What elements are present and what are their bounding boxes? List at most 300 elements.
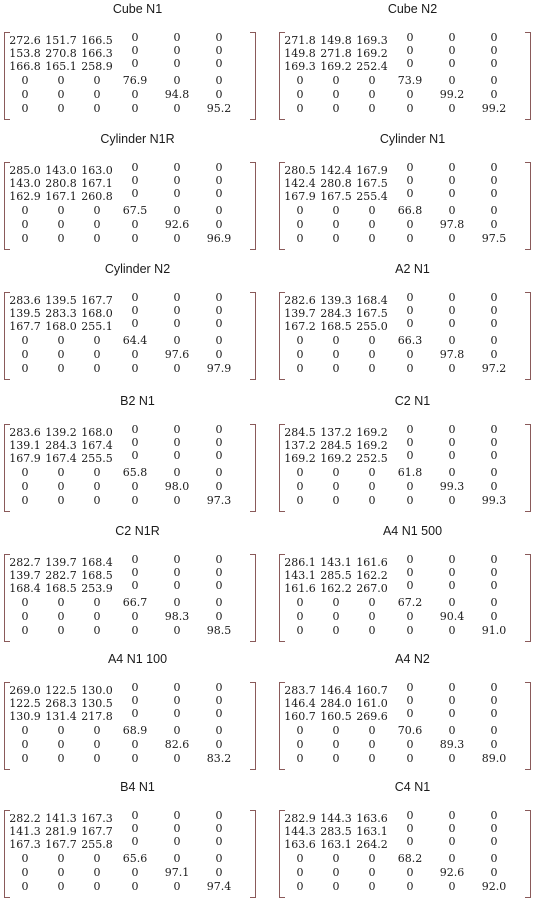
matrix-cell: 130.9 bbox=[9, 710, 41, 723]
matrix-cell: 0 bbox=[57, 218, 65, 231]
matrix-cell: 283.5 bbox=[320, 825, 352, 838]
matrix-cell: 0 bbox=[448, 880, 456, 893]
matrix-cell: 0 bbox=[173, 423, 181, 436]
matrix-cell: 163.6 bbox=[356, 812, 388, 825]
right-bracket bbox=[250, 292, 256, 380]
right-bracket bbox=[525, 162, 531, 250]
matrix-cell: 168.0 bbox=[81, 307, 113, 320]
matrix-cell: 0 bbox=[173, 724, 181, 737]
matrix-cell: 122.5 bbox=[9, 697, 41, 710]
matrix-cell: 0 bbox=[368, 596, 376, 609]
matrix-cell: 0 bbox=[448, 436, 456, 449]
matrix-cell: 0 bbox=[332, 880, 340, 893]
matrix-cell: 0 bbox=[57, 74, 65, 87]
matrix-cell: 0 bbox=[57, 480, 65, 493]
matrix-cell: 0 bbox=[57, 752, 65, 765]
matrix-cell: 0 bbox=[448, 423, 456, 436]
matrix-cell: 0 bbox=[332, 88, 340, 101]
matrix-cell: 283.7 bbox=[284, 684, 316, 697]
matrix-title: B4 N1 bbox=[120, 780, 155, 794]
matrix-cell: 0 bbox=[173, 596, 181, 609]
matrix-cell: 281.9 bbox=[45, 825, 77, 838]
matrix-cell: 162.2 bbox=[356, 569, 388, 582]
matrix-cell: 83.2 bbox=[206, 752, 232, 765]
matrix-cell: 0 bbox=[173, 579, 181, 592]
matrix-cell: 167.4 bbox=[81, 439, 113, 452]
matrix-cell: 0 bbox=[57, 88, 65, 101]
matrix-panel bbox=[0, 0, 275, 130]
matrix-cell: 0 bbox=[296, 232, 304, 245]
matrix-cell: 0 bbox=[215, 218, 223, 231]
matrix-cell: 0 bbox=[57, 738, 65, 751]
matrix-cell: 282.2 bbox=[9, 812, 41, 825]
matrix-cell: 0 bbox=[215, 866, 223, 879]
matrix-cell: 0 bbox=[173, 449, 181, 462]
matrix-cell: 169.2 bbox=[320, 60, 352, 73]
matrix-cell: 0 bbox=[131, 161, 139, 174]
matrix-cell: 97.2 bbox=[481, 362, 507, 375]
matrix-cell: 0 bbox=[406, 866, 414, 879]
matrix-panel bbox=[275, 260, 550, 390]
matrix-cell: 0 bbox=[131, 187, 139, 200]
matrix-cell: 0 bbox=[490, 835, 498, 848]
matrix-cell: 0 bbox=[21, 348, 29, 361]
matrix-cell: 0 bbox=[490, 88, 498, 101]
matrix-cell: 0 bbox=[131, 232, 139, 245]
matrix-cell: 0 bbox=[406, 610, 414, 623]
matrix-cell: 89.3 bbox=[439, 738, 465, 751]
matrix-cell: 168.5 bbox=[320, 320, 352, 333]
matrix-cell: 0 bbox=[406, 835, 414, 848]
matrix-cell: 0 bbox=[368, 218, 376, 231]
matrix-cell: 271.8 bbox=[284, 34, 316, 47]
matrix-cell: 0 bbox=[131, 57, 139, 70]
matrix-cell: 0 bbox=[368, 866, 376, 879]
matrix-cell: 252.5 bbox=[356, 452, 388, 465]
matrix-cell: 70.6 bbox=[397, 724, 423, 737]
matrix-cell: 167.7 bbox=[9, 320, 41, 333]
matrix-cell: 0 bbox=[296, 334, 304, 347]
matrix-cell: 0 bbox=[296, 852, 304, 865]
matrix-cell: 167.2 bbox=[284, 320, 316, 333]
matrix-cell: 167.1 bbox=[81, 177, 113, 190]
matrix-cell: 167.5 bbox=[356, 307, 388, 320]
matrix-cell: 0 bbox=[173, 232, 181, 245]
matrix-panel bbox=[0, 778, 275, 908]
matrix-cell: 91.0 bbox=[481, 624, 507, 637]
matrix-cell: 0 bbox=[448, 809, 456, 822]
matrix-cell: 0 bbox=[173, 566, 181, 579]
matrix-cell: 0 bbox=[406, 624, 414, 637]
matrix-cell: 0 bbox=[332, 738, 340, 751]
matrix-cell: 0 bbox=[21, 866, 29, 879]
matrix-cell: 153.8 bbox=[9, 47, 41, 60]
matrix-cell: 0 bbox=[93, 348, 101, 361]
matrix-cell: 0 bbox=[215, 553, 223, 566]
matrix-cell: 0 bbox=[296, 74, 304, 87]
matrix-cell: 0 bbox=[93, 738, 101, 751]
matrix-cell: 0 bbox=[21, 204, 29, 217]
matrix-cell: 0 bbox=[57, 232, 65, 245]
matrix-cell: 0 bbox=[448, 304, 456, 317]
matrix-cell: 141.3 bbox=[9, 825, 41, 838]
matrix-cell: 284.5 bbox=[284, 426, 316, 439]
matrix-cell: 169.3 bbox=[284, 60, 316, 73]
matrix-cell: 0 bbox=[215, 449, 223, 462]
matrix-cell: 162.9 bbox=[9, 190, 41, 203]
matrix-cell: 0 bbox=[490, 738, 498, 751]
matrix-cell: 0 bbox=[173, 835, 181, 848]
matrix-title: Cube N2 bbox=[387, 2, 438, 16]
matrix-cell: 0 bbox=[448, 317, 456, 330]
matrix-cell: 283.6 bbox=[9, 294, 41, 307]
matrix-cell: 0 bbox=[406, 681, 414, 694]
matrix-cell: 167.5 bbox=[320, 190, 352, 203]
matrix-cell: 98.5 bbox=[206, 624, 232, 637]
matrix-cell: 0 bbox=[215, 436, 223, 449]
matrix-title: Cube N1 bbox=[112, 2, 163, 16]
matrix-cell: 0 bbox=[490, 610, 498, 623]
matrix-cell: 0 bbox=[131, 218, 139, 231]
matrix-cell: 0 bbox=[57, 624, 65, 637]
matrix-cell: 0 bbox=[490, 852, 498, 865]
matrix-cell: 270.8 bbox=[45, 47, 77, 60]
matrix-cell: 0 bbox=[57, 852, 65, 865]
matrix-cell: 168.0 bbox=[45, 320, 77, 333]
matrix-cell: 0 bbox=[406, 694, 414, 707]
matrix-cell: 0 bbox=[215, 317, 223, 330]
matrix-cell: 73.9 bbox=[397, 74, 423, 87]
matrix-cell: 168.5 bbox=[45, 582, 77, 595]
matrix-cell: 0 bbox=[21, 232, 29, 245]
matrix-cell: 0 bbox=[131, 291, 139, 304]
matrix-cell: 0 bbox=[215, 44, 223, 57]
matrix-cell: 0 bbox=[490, 822, 498, 835]
matrix-cell: 0 bbox=[215, 610, 223, 623]
matrix-cell: 0 bbox=[448, 44, 456, 57]
matrix-cell: 0 bbox=[490, 596, 498, 609]
matrix-cell: 0 bbox=[215, 596, 223, 609]
matrix-cell: 282.6 bbox=[284, 294, 316, 307]
matrix-cell: 0 bbox=[173, 852, 181, 865]
matrix-cell: 0 bbox=[21, 74, 29, 87]
matrix-cell: 0 bbox=[173, 681, 181, 694]
matrix-cell: 162.2 bbox=[320, 582, 352, 595]
matrix-cell: 0 bbox=[173, 880, 181, 893]
matrix-cell: 0 bbox=[173, 707, 181, 720]
matrix-cell: 0 bbox=[332, 610, 340, 623]
matrix-cell: 0 bbox=[131, 681, 139, 694]
matrix-cell: 284.3 bbox=[320, 307, 352, 320]
matrix-cell: 0 bbox=[448, 362, 456, 375]
matrix-cell: 0 bbox=[406, 304, 414, 317]
matrix-cell: 0 bbox=[173, 752, 181, 765]
matrix-cell: 0 bbox=[21, 752, 29, 765]
matrix-cell: 0 bbox=[448, 204, 456, 217]
matrix-cell: 139.3 bbox=[320, 294, 352, 307]
matrix-cell: 0 bbox=[131, 694, 139, 707]
matrix-cell: 98.3 bbox=[164, 610, 190, 623]
matrix-cell: 0 bbox=[21, 362, 29, 375]
matrix-cell: 0 bbox=[368, 852, 376, 865]
matrix-cell: 97.1 bbox=[164, 866, 190, 879]
matrix-cell: 0 bbox=[131, 362, 139, 375]
matrix-cell: 66.3 bbox=[397, 334, 423, 347]
matrix-cell: 143.0 bbox=[45, 164, 77, 177]
matrix-cell: 0 bbox=[131, 304, 139, 317]
matrix-cell: 0 bbox=[406, 436, 414, 449]
matrix-cell: 0 bbox=[93, 102, 101, 115]
matrix-cell: 92.0 bbox=[481, 880, 507, 893]
matrix-cell: 144.3 bbox=[284, 825, 316, 838]
matrix-cell: 0 bbox=[406, 187, 414, 200]
matrix-cell: 92.6 bbox=[439, 866, 465, 879]
matrix-cell: 0 bbox=[21, 724, 29, 737]
matrix-cell: 0 bbox=[332, 480, 340, 493]
matrix-cell: 0 bbox=[332, 724, 340, 737]
matrix-cell: 267.0 bbox=[356, 582, 388, 595]
matrix-cell: 97.4 bbox=[206, 880, 232, 893]
matrix-cell: 0 bbox=[448, 596, 456, 609]
matrix-cell: 0 bbox=[332, 232, 340, 245]
matrix-cell: 0 bbox=[131, 44, 139, 57]
matrix-cell: 0 bbox=[57, 102, 65, 115]
matrix-cell: 139.7 bbox=[284, 307, 316, 320]
matrix-cell: 0 bbox=[406, 566, 414, 579]
matrix-cell: 167.1 bbox=[45, 190, 77, 203]
matrix-cell: 0 bbox=[490, 436, 498, 449]
matrix-cell: 0 bbox=[215, 88, 223, 101]
matrix-cell: 65.6 bbox=[122, 852, 148, 865]
matrix-panel bbox=[0, 392, 275, 522]
matrix-cell: 68.2 bbox=[397, 852, 423, 865]
matrix-cell: 0 bbox=[448, 835, 456, 848]
matrix-cell: 0 bbox=[93, 596, 101, 609]
matrix-cell: 144.3 bbox=[320, 812, 352, 825]
matrix-cell: 284.3 bbox=[45, 439, 77, 452]
matrix-cell: 0 bbox=[406, 174, 414, 187]
matrix-cell: 169.2 bbox=[284, 452, 316, 465]
matrix-cell: 66.7 bbox=[122, 596, 148, 609]
matrix-cell: 0 bbox=[368, 480, 376, 493]
right-bracket bbox=[250, 810, 256, 898]
matrix-cell: 280.8 bbox=[45, 177, 77, 190]
matrix-cell: 0 bbox=[332, 218, 340, 231]
matrix-cell: 0 bbox=[173, 31, 181, 44]
matrix-title: C2 N1 bbox=[394, 394, 431, 408]
matrix-cell: 130.5 bbox=[81, 697, 113, 710]
matrix-cell: 0 bbox=[448, 566, 456, 579]
matrix-panel bbox=[0, 522, 275, 652]
matrix-cell: 0 bbox=[173, 317, 181, 330]
matrix-cell: 0 bbox=[173, 694, 181, 707]
matrix-cell: 0 bbox=[406, 480, 414, 493]
matrix-cell: 0 bbox=[368, 724, 376, 737]
matrix-cell: 0 bbox=[215, 579, 223, 592]
matrix-cell: 0 bbox=[296, 752, 304, 765]
matrix-cell: 269.0 bbox=[9, 684, 41, 697]
matrix-cell: 131.4 bbox=[45, 710, 77, 723]
matrix-cell: 65.8 bbox=[122, 466, 148, 479]
matrix-cell: 0 bbox=[406, 88, 414, 101]
matrix-title: C4 N1 bbox=[394, 780, 431, 794]
matrix-cell: 161.6 bbox=[356, 556, 388, 569]
matrix-cell: 0 bbox=[448, 57, 456, 70]
matrix-cell: 67.5 bbox=[122, 204, 148, 217]
matrix-cell: 0 bbox=[448, 334, 456, 347]
matrix-cell: 94.8 bbox=[164, 88, 190, 101]
matrix-cell: 0 bbox=[173, 334, 181, 347]
matrix-panel bbox=[0, 130, 275, 260]
matrix-cell: 168.5 bbox=[81, 569, 113, 582]
matrix-cell: 0 bbox=[215, 304, 223, 317]
matrix-cell: 139.5 bbox=[9, 307, 41, 320]
matrix-cell: 169.2 bbox=[356, 439, 388, 452]
matrix-title: A4 N1 500 bbox=[382, 524, 443, 538]
matrix-cell: 90.4 bbox=[439, 610, 465, 623]
matrix-cell: 0 bbox=[215, 466, 223, 479]
matrix-cell: 163.1 bbox=[356, 825, 388, 838]
matrix-cell: 99.2 bbox=[481, 102, 507, 115]
matrix-cell: 0 bbox=[448, 852, 456, 865]
matrix-cell: 0 bbox=[131, 579, 139, 592]
matrix-cell: 0 bbox=[131, 822, 139, 835]
matrix-cell: 0 bbox=[332, 102, 340, 115]
matrix-cell: 95.2 bbox=[206, 102, 232, 115]
matrix-cell: 99.3 bbox=[439, 480, 465, 493]
matrix-cell: 130.0 bbox=[81, 684, 113, 697]
matrix-cell: 167.3 bbox=[9, 838, 41, 851]
matrix-cell: 0 bbox=[57, 880, 65, 893]
matrix-cell: 0 bbox=[131, 449, 139, 462]
matrix-cell: 160.7 bbox=[356, 684, 388, 697]
matrix-cell: 0 bbox=[215, 348, 223, 361]
matrix-cell: 0 bbox=[173, 57, 181, 70]
matrix-cell: 0 bbox=[296, 494, 304, 507]
matrix-cell: 0 bbox=[296, 218, 304, 231]
matrix-cell: 99.3 bbox=[481, 494, 507, 507]
matrix-cell: 0 bbox=[490, 681, 498, 694]
matrix-cell: 0 bbox=[215, 681, 223, 694]
matrix-cell: 96.9 bbox=[206, 232, 232, 245]
matrix-cell: 0 bbox=[57, 204, 65, 217]
matrix-cell: 0 bbox=[173, 102, 181, 115]
matrix-cell: 67.2 bbox=[397, 596, 423, 609]
matrix-cell: 255.0 bbox=[356, 320, 388, 333]
matrix-cell: 0 bbox=[57, 348, 65, 361]
matrix-cell: 0 bbox=[406, 31, 414, 44]
matrix-cell: 0 bbox=[21, 852, 29, 865]
matrix-cell: 0 bbox=[406, 291, 414, 304]
right-bracket bbox=[250, 32, 256, 120]
matrix-cell: 0 bbox=[93, 88, 101, 101]
matrix-title: C2 N1R bbox=[115, 524, 160, 538]
matrix-cell: 149.8 bbox=[284, 47, 316, 60]
matrix-cell: 99.2 bbox=[439, 88, 465, 101]
matrix-cell: 0 bbox=[448, 624, 456, 637]
matrix-cell: 0 bbox=[93, 852, 101, 865]
right-bracket bbox=[525, 32, 531, 120]
matrix-cell: 283.3 bbox=[45, 307, 77, 320]
matrix-cell: 255.5 bbox=[81, 452, 113, 465]
matrix-cell: 0 bbox=[131, 566, 139, 579]
matrix-cell: 0 bbox=[21, 334, 29, 347]
matrix-cell: 0 bbox=[93, 74, 101, 87]
matrix-cell: 169.2 bbox=[356, 47, 388, 60]
matrix-cell: 0 bbox=[296, 88, 304, 101]
matrix-cell: 0 bbox=[173, 553, 181, 566]
matrix-cell: 0 bbox=[448, 707, 456, 720]
matrix-cell: 0 bbox=[131, 436, 139, 449]
matrix-cell: 0 bbox=[57, 724, 65, 737]
matrix-cell: 0 bbox=[21, 880, 29, 893]
matrix-cell: 0 bbox=[215, 738, 223, 751]
matrix-cell: 0 bbox=[368, 466, 376, 479]
matrix-cell: 0 bbox=[93, 480, 101, 493]
matrix-cell: 271.8 bbox=[320, 47, 352, 60]
matrix-cell: 0 bbox=[490, 579, 498, 592]
matrix-cell: 0 bbox=[490, 187, 498, 200]
matrix-cell: 0 bbox=[93, 232, 101, 245]
matrix-cell: 0 bbox=[173, 291, 181, 304]
matrix-cell: 168.4 bbox=[356, 294, 388, 307]
matrix-cell: 0 bbox=[368, 232, 376, 245]
matrix-cell: 0 bbox=[131, 866, 139, 879]
right-bracket bbox=[525, 292, 531, 380]
matrix-cell: 0 bbox=[131, 494, 139, 507]
matrix-cell: 0 bbox=[173, 187, 181, 200]
matrix-cell: 0 bbox=[131, 480, 139, 493]
matrix-cell: 0 bbox=[173, 436, 181, 449]
matrix-cell: 168.4 bbox=[81, 556, 113, 569]
matrix-cell: 167.9 bbox=[356, 164, 388, 177]
matrix-cell: 0 bbox=[173, 809, 181, 822]
matrix-cell: 142.4 bbox=[284, 177, 316, 190]
matrix-cell: 0 bbox=[21, 738, 29, 751]
matrix-cell: 160.5 bbox=[320, 710, 352, 723]
matrix-panel bbox=[275, 778, 550, 908]
matrix-cell: 0 bbox=[296, 348, 304, 361]
matrix-cell: 268.3 bbox=[45, 697, 77, 710]
matrix-cell: 0 bbox=[57, 866, 65, 879]
matrix-cell: 0 bbox=[57, 610, 65, 623]
matrix-cell: 167.5 bbox=[356, 177, 388, 190]
matrix-cell: 0 bbox=[215, 822, 223, 835]
matrix-cell: 0 bbox=[332, 334, 340, 347]
matrix-cell: 0 bbox=[296, 204, 304, 217]
matrix-cell: 142.4 bbox=[320, 164, 352, 177]
matrix-cell: 0 bbox=[93, 334, 101, 347]
matrix-cell: 0 bbox=[490, 334, 498, 347]
matrix-cell: 0 bbox=[131, 809, 139, 822]
matrix-cell: 0 bbox=[57, 362, 65, 375]
matrix-cell: 0 bbox=[131, 738, 139, 751]
matrix-cell: 0 bbox=[93, 466, 101, 479]
matrix-cell: 0 bbox=[93, 866, 101, 879]
matrix-cell: 0 bbox=[406, 161, 414, 174]
matrix-cell: 169.2 bbox=[320, 452, 352, 465]
matrix-cell: 143.1 bbox=[284, 569, 316, 582]
matrix-cell: 0 bbox=[173, 174, 181, 187]
matrix-cell: 163.1 bbox=[320, 838, 352, 851]
matrix-cell: 0 bbox=[406, 738, 414, 751]
matrix-cell: 0 bbox=[406, 317, 414, 330]
matrix-cell: 0 bbox=[215, 74, 223, 87]
matrix-cell: 0 bbox=[406, 880, 414, 893]
matrix-cell: 0 bbox=[93, 204, 101, 217]
matrix-cell: 0 bbox=[57, 596, 65, 609]
matrix-cell: 0 bbox=[215, 187, 223, 200]
